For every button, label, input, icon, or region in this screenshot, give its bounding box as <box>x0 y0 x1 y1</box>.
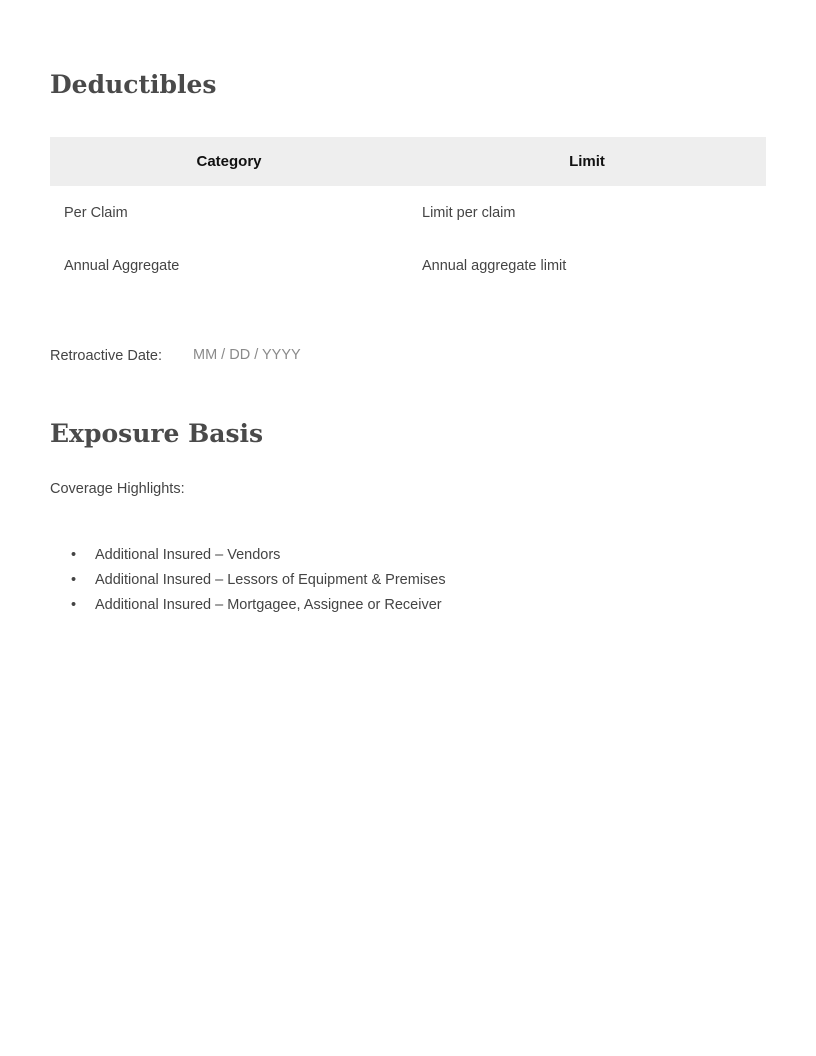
table-row <box>50 239 766 292</box>
retroactive-date-label: Retroactive Date: <box>50 348 163 364</box>
deductibles-table <box>50 137 766 292</box>
table-cell-category: Per Claim <box>64 204 128 221</box>
list-item-text: Additional Insured – Lessors of Equipment & Premises <box>95 572 446 588</box>
exposure-basis-heading: Exposure Basis <box>50 419 264 448</box>
bullet-icon: • <box>71 597 77 613</box>
list-item-text: Additional Insured – Mortgagee, Assignee or Receiver <box>95 597 442 613</box>
table-cell-limit: Annual aggregate limit <box>422 257 567 274</box>
list-item <box>50 595 446 620</box>
table-row <box>50 186 766 239</box>
table-cell-category: Annual Aggregate <box>64 257 180 274</box>
retroactive-date-input[interactable] <box>190 345 396 365</box>
coverage-highlights-label: Coverage Highlights: <box>50 481 185 497</box>
list-item <box>50 545 446 570</box>
coverage-highlights-list <box>50 545 446 620</box>
column-header-category: Category <box>50 137 408 186</box>
deductibles-heading: Deductibles <box>50 70 217 99</box>
list-item <box>50 570 446 595</box>
bullet-icon: • <box>71 547 77 563</box>
table-header-row <box>50 137 766 186</box>
bullet-icon: • <box>71 572 77 588</box>
list-item-text: Additional Insured – Vendors <box>95 547 281 563</box>
column-header-limit: Limit <box>408 137 766 186</box>
table-cell-limit: Limit per claim <box>422 204 516 221</box>
retroactive-date-row <box>50 345 766 367</box>
